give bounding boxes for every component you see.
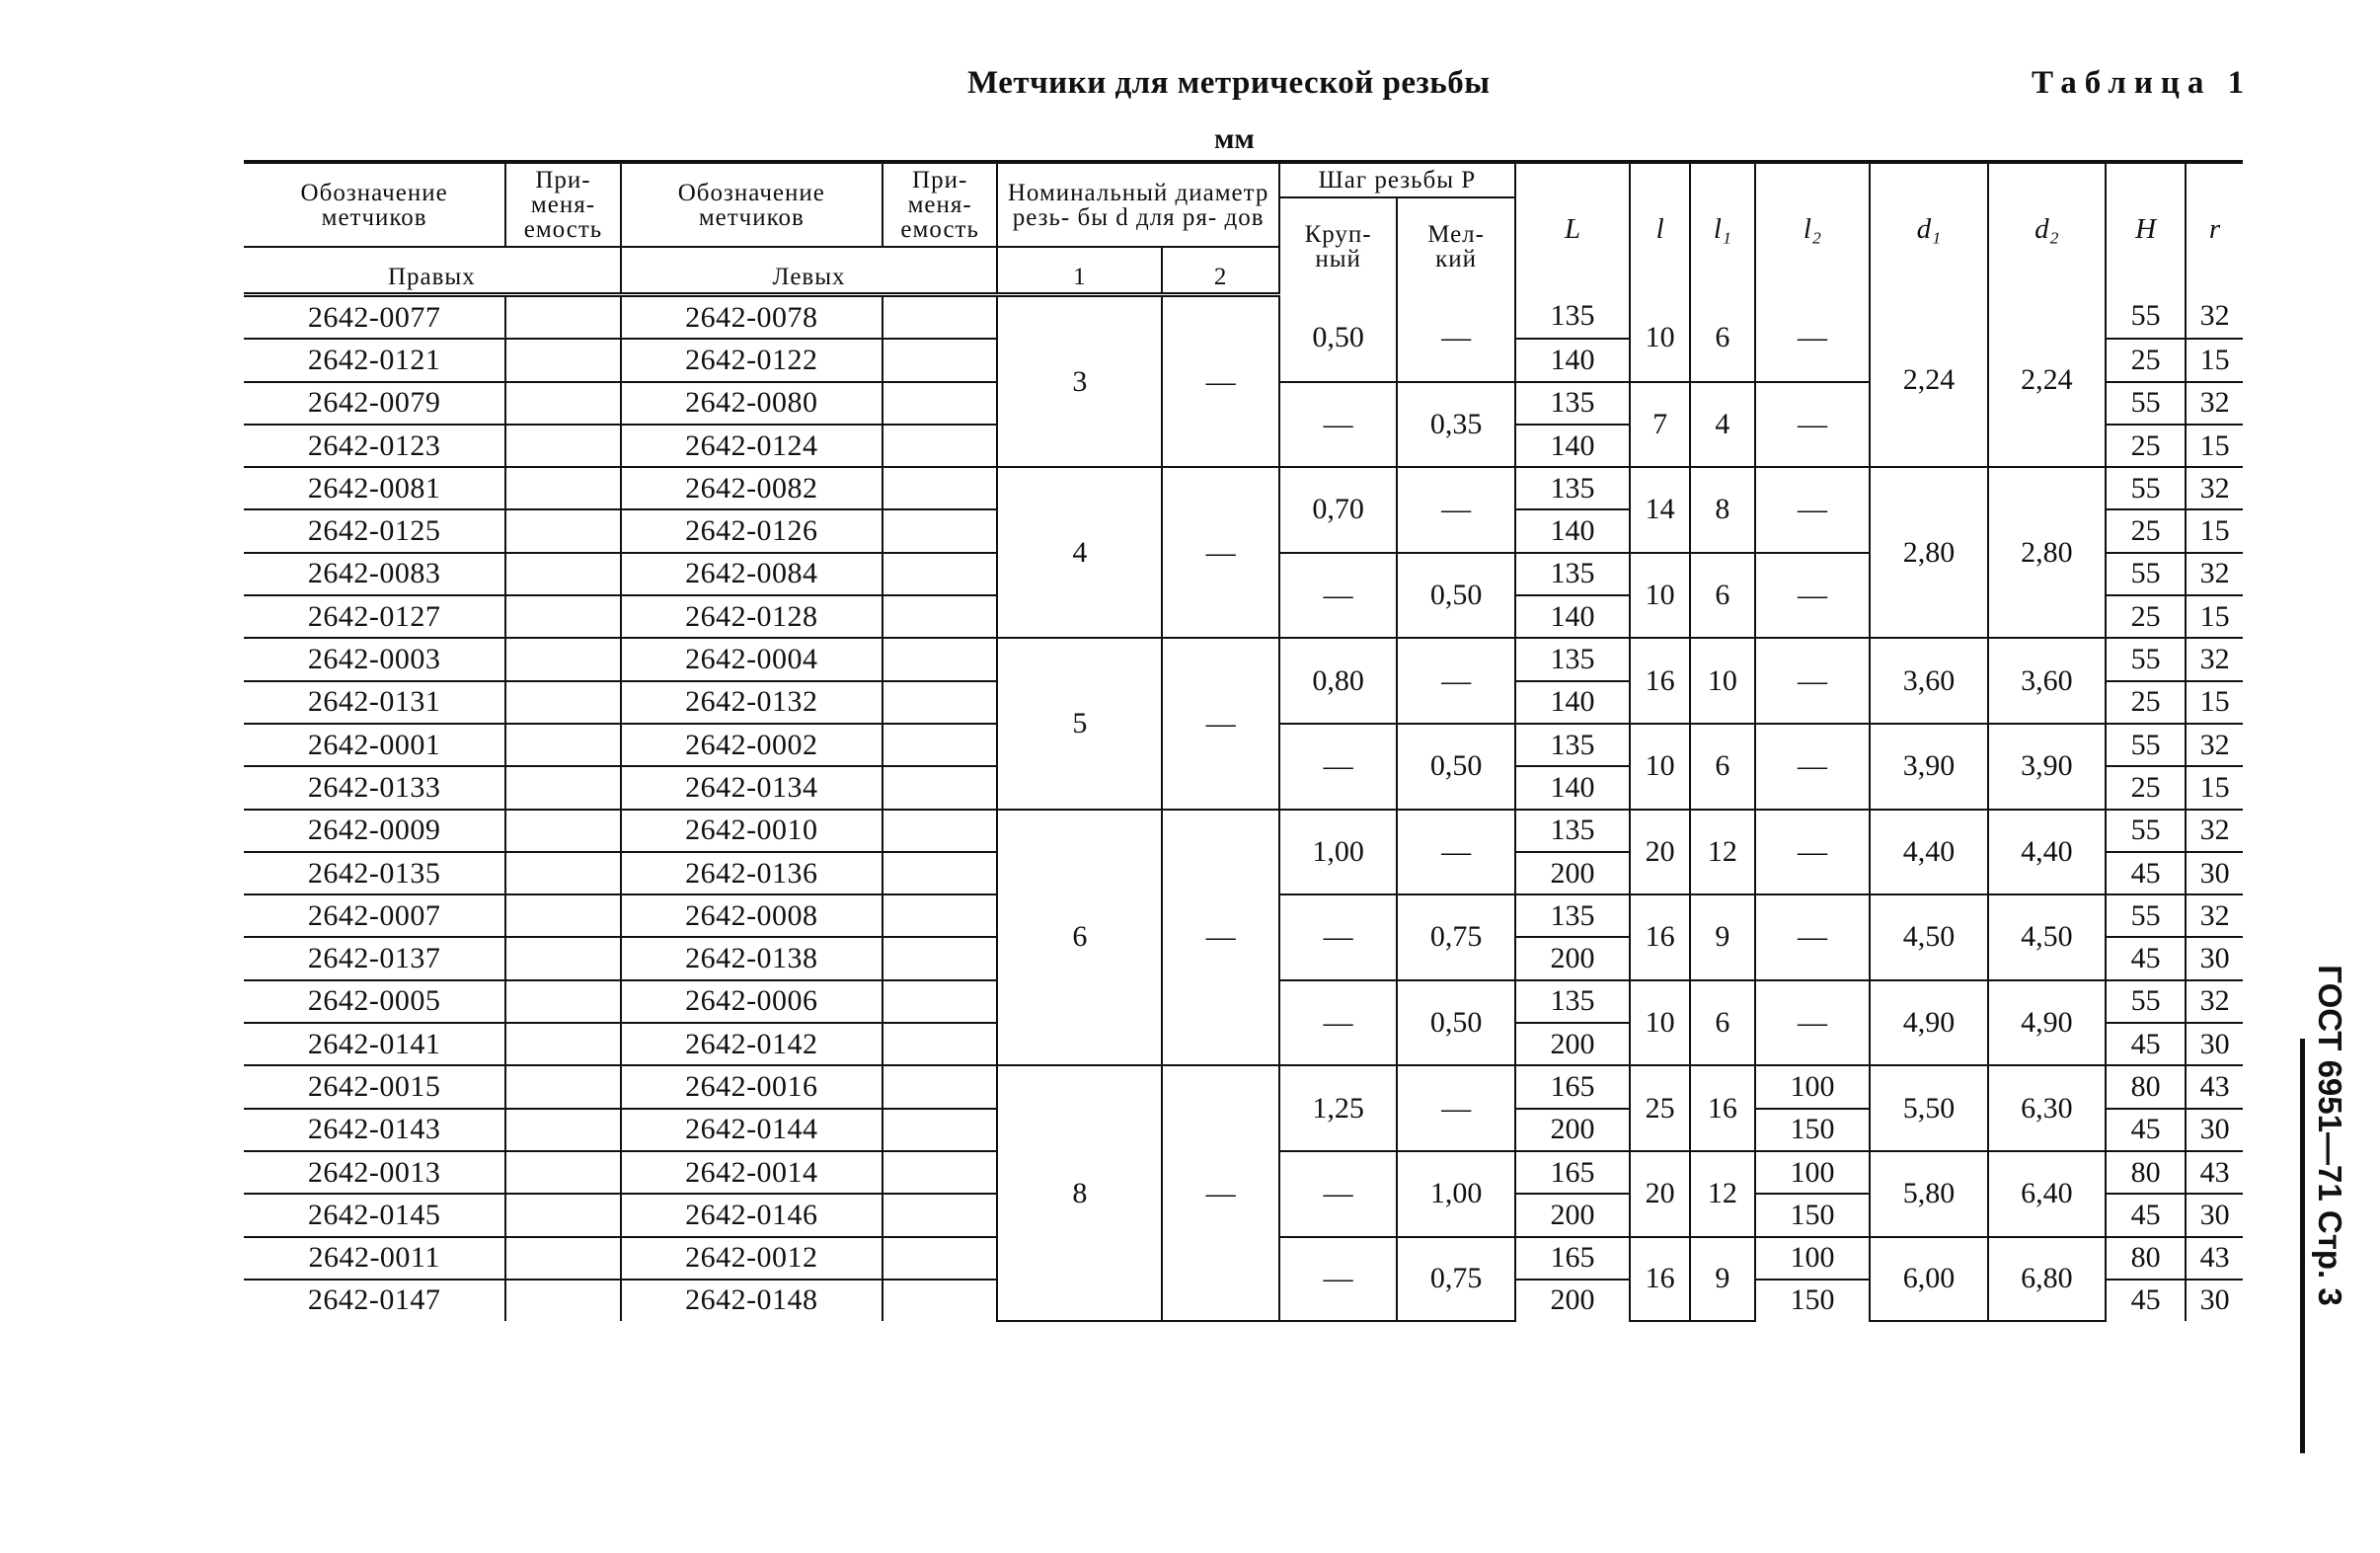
table-row [244,467,2243,509]
value-H: 55 [2106,638,2186,680]
left-applicability [883,467,997,509]
length-l: 10 [1630,724,1690,810]
left-applicability [883,937,997,979]
right-designation: 2642-0009 [244,810,505,852]
left-applicability [883,766,997,809]
left-designation: 2642-0134 [621,766,883,809]
left-designation: 2642-0126 [621,509,883,552]
right-designation: 2642-0001 [244,724,505,766]
pitch-coarse: — [1279,724,1397,810]
value-r: 32 [2186,553,2243,595]
length-l1: 10 [1690,638,1755,724]
header-l2: l₂ [1755,162,1870,295]
right-designation: 2642-0015 [244,1065,505,1108]
right-designation: 2642-0137 [244,937,505,979]
length-l2: — [1755,295,1870,382]
length-l2: — [1755,467,1870,553]
diameter-d1: 3,60 [1870,638,1987,724]
right-applicability [505,766,620,809]
pitch-fine: — [1397,295,1514,382]
left-applicability [883,1194,997,1236]
nominal-diameter-row2: — [1162,638,1278,809]
value-H: 80 [2106,1065,2186,1108]
diameter-d2: 3,60 [1988,638,2106,724]
right-applicability [505,1194,620,1236]
right-applicability [505,724,620,766]
value-H: 45 [2106,1023,2186,1065]
value-H: 45 [2106,1280,2186,1321]
right-designation: 2642-0123 [244,425,505,467]
nominal-diameter-row1: 6 [997,810,1162,1066]
value-r: 15 [2186,681,2243,724]
pitch-coarse: 0,50 [1279,295,1397,382]
left-designation: 2642-0084 [621,553,883,595]
nominal-diameter-row1: 3 [997,295,1162,468]
table-row [244,295,2243,340]
value-H: 80 [2106,1237,2186,1280]
header-designation-left: Обозначение метчиков [621,162,883,247]
pitch-coarse: 0,70 [1279,467,1397,553]
right-designation: 2642-0141 [244,1023,505,1065]
pitch-coarse: 0,80 [1279,638,1397,724]
left-designation: 2642-0016 [621,1065,883,1108]
length-l1: 8 [1690,467,1755,553]
side-rule [2300,1039,2305,1453]
page-title: Метчики для метрической резьбы [967,65,1491,101]
right-designation: 2642-0081 [244,467,505,509]
length-L: 200 [1515,1280,1630,1321]
value-r: 32 [2186,295,2243,340]
diameter-d2: 4,40 [1988,810,2106,895]
value-r: 32 [2186,382,2243,425]
length-l2: — [1755,980,1870,1066]
length-l2: 100 [1755,1151,1870,1194]
right-applicability [505,980,620,1023]
left-designation: 2642-0082 [621,467,883,509]
right-designation: 2642-0147 [307,1283,441,1317]
pitch-fine: 0,75 [1397,894,1514,980]
value-H: 55 [2106,553,2186,595]
pitch-coarse: — [1279,894,1397,980]
left-applicability [883,1023,997,1065]
left-applicability [883,852,997,894]
diameter-d1: 3,90 [1870,724,1987,810]
value-H: 45 [2106,1109,2186,1151]
length-l1: 9 [1690,1237,1755,1322]
pitch-fine: — [1397,638,1514,724]
left-applicability [883,425,997,467]
left-designation: 2642-0146 [621,1194,883,1236]
value-r: 32 [2186,467,2243,509]
diameter-d1: 4,90 [1870,980,1987,1066]
left-designation: 2642-0144 [621,1109,883,1151]
header-designation-right: Обозначение метчиков [244,162,505,247]
unit-label: мм [1214,122,1255,155]
value-H: 25 [2106,339,2186,381]
header-applicability-right: При- меня- емость [505,162,620,247]
right-applicability [505,295,620,340]
diameter-d2: 6,80 [1988,1237,2106,1322]
left-designation: 2642-0142 [621,1023,883,1065]
left-designation: 2642-0132 [621,681,883,724]
right-designation: 2642-0083 [244,553,505,595]
value-H: 45 [2106,1194,2186,1236]
value-H: 25 [2106,509,2186,552]
value-H: 55 [2106,894,2186,937]
right-applicability [505,638,620,680]
left-designation: 2642-0080 [621,382,883,425]
value-H: 55 [2106,980,2186,1023]
diameter-d1: 5,80 [1870,1151,1987,1237]
length-L: 140 [1515,595,1630,638]
pitch-fine: 0,35 [1397,382,1514,468]
right-applicability [505,1065,620,1108]
left-designation: 2642-0006 [621,980,883,1023]
length-L: 200 [1515,1194,1630,1236]
header-d2: d₂ [1988,162,2106,295]
left-applicability [883,295,997,340]
left-applicability [883,1109,997,1151]
length-L: 200 [1515,937,1630,979]
left-designation: 2642-0078 [621,295,883,340]
right-applicability [505,595,620,638]
right-designation: 2642-0145 [244,1194,505,1236]
length-l1: 16 [1690,1065,1755,1151]
left-designation: 2642-0122 [621,339,883,381]
right-designation: 2642-0121 [244,339,505,381]
right-designation: 2642-0135 [244,852,505,894]
value-r: 32 [2186,980,2243,1023]
right-applicability [505,425,620,467]
length-L: 200 [1515,852,1630,894]
left-designation: 2642-0014 [621,1151,883,1194]
length-l: 20 [1630,1151,1690,1237]
length-l: 7 [1630,382,1690,468]
value-r: 30 [2186,1023,2243,1065]
left-applicability [883,1280,997,1321]
right-applicability [505,1109,620,1151]
length-l2: 150 [1755,1194,1870,1236]
right-applicability [505,810,620,852]
left-designation: 2642-0136 [621,852,883,894]
left-designation: 2642-0148 [621,1280,883,1321]
pitch-coarse: — [1279,382,1397,468]
right-applicability [505,1237,620,1280]
value-H: 45 [2106,937,2186,979]
left-designation: 2642-0012 [621,1237,883,1280]
header-right: Правых [244,247,621,295]
header-d1: d₁ [1870,162,1987,295]
header-nominal-diameter: Номинальный диаметр резь- бы d для ря- дов [997,162,1279,247]
table-row [244,1065,2243,1108]
length-L: 200 [1515,1023,1630,1065]
pitch-coarse: — [1279,1237,1397,1322]
right-designation: 2642-0013 [244,1151,505,1194]
header-row-2: 2 [1162,247,1278,295]
header-pitch: Шаг резьбы P [1279,162,1515,197]
nominal-diameter-row1: 4 [997,467,1162,638]
length-l2: — [1755,724,1870,810]
length-l2: — [1755,810,1870,895]
diameter-d2: 2,24 [1988,295,2106,468]
right-designation: 2642-0133 [244,766,505,809]
length-L: 165 [1515,1151,1630,1194]
header-coarse: Круп- ный [1279,197,1397,295]
length-l2: — [1755,894,1870,980]
left-applicability [883,724,997,766]
value-r: 43 [2186,1065,2243,1108]
value-r: 15 [2186,595,2243,638]
length-l1: 6 [1690,553,1755,639]
diameter-d2: 2,80 [1988,467,2106,638]
length-l: 10 [1630,553,1690,639]
header-applicability-left: При- меня- емость [883,162,997,247]
right-designation: 2642-0125 [244,509,505,552]
right-applicability [505,937,620,979]
left-applicability [883,810,997,852]
pitch-coarse: — [1279,553,1397,639]
right-designation: 2642-0011 [244,1237,505,1280]
value-H: 25 [2106,681,2186,724]
right-designation: 2642-0007 [244,894,505,937]
left-designation: 2642-0138 [621,937,883,979]
left-designation: 2642-0128 [621,595,883,638]
right-designation: 2642-0003 [244,638,505,680]
value-H: 55 [2106,467,2186,509]
left-applicability [883,339,997,381]
right-applicability [505,339,620,381]
left-applicability [883,681,997,724]
right-designation: 2642-0131 [244,681,505,724]
length-L: 135 [1515,295,1630,340]
value-r: 15 [2186,766,2243,809]
table-body [244,295,2243,1322]
length-L: 135 [1515,638,1630,680]
length-L: 140 [1515,681,1630,724]
header-l: l [1630,162,1690,295]
pitch-fine: — [1397,467,1514,553]
right-designation: 2642-0079 [244,382,505,425]
taps-table [244,160,2243,1322]
header-H: H [2106,162,2186,295]
left-applicability [883,894,997,937]
length-l2: — [1755,638,1870,724]
left-applicability [883,553,997,595]
right-applicability [505,894,620,937]
length-l1: 6 [1690,724,1755,810]
value-r: 32 [2186,810,2243,852]
nominal-diameter-row2: — [1162,467,1278,638]
value-r: 30 [2186,1194,2243,1236]
nominal-diameter-row1: 5 [997,638,1162,809]
length-L: 165 [1515,1065,1630,1108]
value-r: 15 [2186,339,2243,381]
length-l: 10 [1630,295,1690,382]
length-l1: 4 [1690,382,1755,468]
right-designation: 2642-0143 [244,1109,505,1151]
value-H: 55 [2106,382,2186,425]
nominal-diameter-row2: — [1162,1065,1278,1321]
length-L: 135 [1515,894,1630,937]
right-designation: 2642-0127 [244,595,505,638]
length-L: 135 [1515,467,1630,509]
length-l: 16 [1630,894,1690,980]
pitch-coarse: 1,25 [1279,1065,1397,1151]
pitch-coarse: — [1279,980,1397,1066]
right-applicability [505,467,620,509]
value-H: 55 [2106,810,2186,852]
right-applicability [505,553,620,595]
right-applicability [505,509,620,552]
length-L: 140 [1515,339,1630,381]
right-designation: 2642-0077 [244,295,505,340]
pitch-fine: — [1397,810,1514,895]
length-l1: 12 [1690,810,1755,895]
left-applicability [883,1065,997,1108]
diameter-d1: 4,40 [1870,810,1987,895]
table-label: Таблица 1 [2032,65,2253,101]
right-applicability [505,1151,620,1194]
value-r: 15 [2186,425,2243,467]
value-H: 25 [2106,425,2186,467]
left-applicability [883,595,997,638]
length-l: 10 [1630,980,1690,1066]
value-H: 25 [2106,595,2186,638]
left-applicability [883,509,997,552]
pitch-fine: 0,50 [1397,724,1514,810]
length-l: 16 [1630,638,1690,724]
header-fine: Мел- кий [1397,197,1514,295]
diameter-d2: 6,40 [1988,1151,2106,1237]
diameter-d1: 5,50 [1870,1065,1987,1151]
length-L: 135 [1515,810,1630,852]
value-r: 43 [2186,1237,2243,1280]
value-r: 32 [2186,724,2243,766]
length-L: 200 [1515,1109,1630,1151]
diameter-d2: 3,90 [1988,724,2106,810]
pitch-coarse: — [1279,1151,1397,1237]
length-L: 135 [1515,724,1630,766]
diameter-d2: 6,30 [1988,1065,2106,1151]
length-L: 140 [1515,766,1630,809]
left-designation: 2642-0002 [621,724,883,766]
left-designation: 2642-0004 [621,638,883,680]
length-l: 16 [1630,1237,1690,1322]
length-l2: 150 [1755,1280,1870,1321]
diameter-d1: 4,50 [1870,894,1987,980]
length-l: 25 [1630,1065,1690,1151]
length-l2: — [1755,382,1870,468]
right-applicability [505,852,620,894]
length-l: 14 [1630,467,1690,553]
header-l1: l₁ [1690,162,1755,295]
left-applicability [883,638,997,680]
value-H: 80 [2106,1151,2186,1194]
length-l1: 6 [1690,295,1755,382]
diameter-d2: 4,50 [1988,894,2106,980]
left-applicability [883,1151,997,1194]
value-r: 43 [2186,1151,2243,1194]
pitch-fine: 0,50 [1397,553,1514,639]
pitch-fine: 0,75 [1397,1237,1514,1322]
left-designation: 2642-0124 [621,425,883,467]
value-r: 30 [2186,1109,2243,1151]
table-row [244,638,2243,680]
pitch-fine: 0,50 [1397,980,1514,1066]
length-l2: — [1755,553,1870,639]
left-designation: 2642-0010 [621,810,883,852]
diameter-d1: 2,80 [1870,467,1987,638]
length-L: 140 [1515,425,1630,467]
right-designation: 2642-0005 [244,980,505,1023]
header-left: Левых [621,247,998,295]
length-L: 135 [1515,980,1630,1023]
length-l2: 150 [1755,1109,1870,1151]
right-applicability [505,382,620,425]
length-L: 135 [1515,382,1630,425]
left-applicability [883,980,997,1023]
right-applicability [505,1280,620,1321]
length-l: 20 [1630,810,1690,895]
length-l2: 100 [1755,1065,1870,1108]
value-r: 32 [2186,638,2243,680]
header-row-1: 1 [997,247,1162,295]
length-l2: 100 [1755,1237,1870,1280]
right-applicability [505,1023,620,1065]
diameter-d1: 6,00 [1870,1237,1987,1322]
value-r: 30 [2186,852,2243,894]
value-r: 30 [2186,1280,2243,1321]
value-H: 25 [2106,766,2186,809]
diameter-d1: 2,24 [1870,295,1987,468]
length-L: 165 [1515,1237,1630,1280]
value-r: 32 [2186,894,2243,937]
length-L: 140 [1515,509,1630,552]
pitch-coarse: 1,00 [1279,810,1397,895]
nominal-diameter-row2: — [1162,295,1278,468]
left-applicability [883,1237,997,1280]
table-row [244,810,2243,852]
length-l1: 6 [1690,980,1755,1066]
diameter-d2: 4,90 [1988,980,2106,1066]
right-applicability [505,681,620,724]
value-H: 55 [2106,724,2186,766]
header-r: r [2186,162,2243,295]
length-l1: 12 [1690,1151,1755,1237]
left-designation: 2642-0008 [621,894,883,937]
value-r: 30 [2186,937,2243,979]
pitch-fine: 1,00 [1397,1151,1514,1237]
left-applicability [883,382,997,425]
header-L: L [1515,162,1630,295]
value-H: 45 [2106,852,2186,894]
length-l1: 9 [1690,894,1755,980]
value-r: 15 [2186,509,2243,552]
length-L: 135 [1515,553,1630,595]
value-H: 55 [2106,295,2186,340]
nominal-diameter-row1: 8 [997,1065,1162,1321]
pitch-fine: — [1397,1065,1514,1151]
gost-side-label: ГОСТ 6951—71 Стр. 3 [2312,965,2348,1306]
nominal-diameter-row2: — [1162,810,1278,1066]
